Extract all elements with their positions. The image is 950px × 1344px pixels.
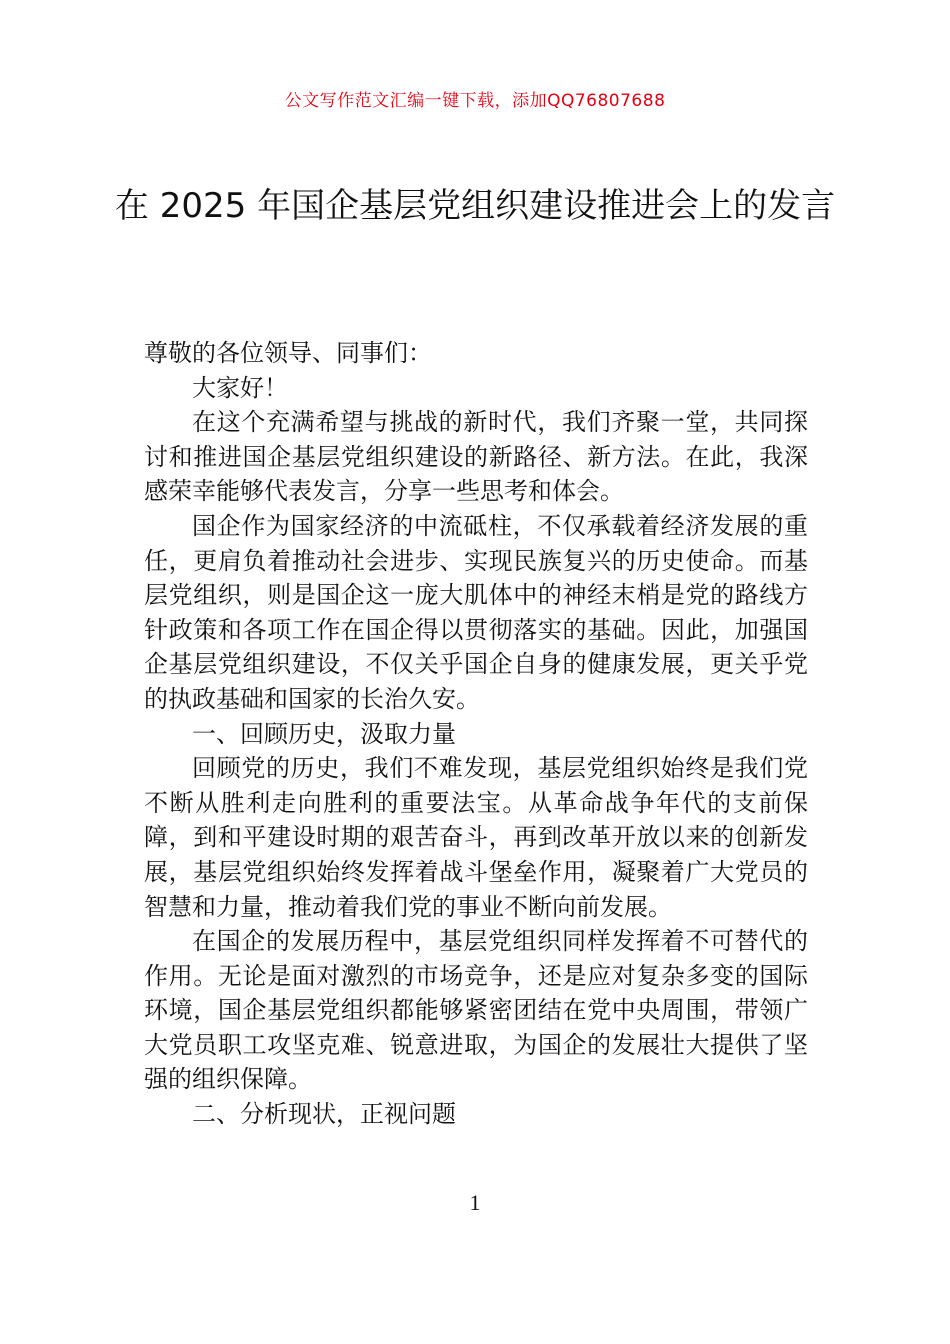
paragraph: 在这个充满希望与挑战的新时代，我们齐聚一堂，共同探讨和推进国企基层党组织建设的新路径、新方法。在此，我深感荣幸能够代表发言，分享一些思考和体会。	[144, 408, 808, 506]
greeting: 大家好！	[192, 373, 288, 402]
paragraph: 在国企的发展历程中，基层党组织同样发挥着不可替代的作用。无论是面对激烈的市场竞争，还是应对复杂多变的国际环境，国企基层党组织都能够紧密团结在党中央周围，带领广大党员职工攻坚克难、锐意进取，为国企的发展壮大提供了坚强的组织保障。	[144, 927, 808, 1094]
paragraph: 国企作为国家经济的中流砥柱，不仅承载着经济发展的重任，更肩负着推动社会进步、实现民族复兴的历史使命。而基层党组织，则是国企这一庞大肌体中的神经末梢是党的路线方针政策和各项工作在国企得以贯彻落实的基础。因此，加强国企基层党组织建设，不仅关乎国企自身的健康发展，更关乎党的执政基础和国家的长治久安。	[144, 511, 808, 713]
section-heading: 二、分析现状，正视问题	[192, 1100, 456, 1129]
download-note: 公文写作范文汇编一键下载，添加QQ76807688	[284, 91, 666, 111]
document-body	[144, 336, 808, 1132]
page-number: 1	[469, 1190, 481, 1215]
salutation: 尊敬的各位领导、同事们：	[144, 339, 432, 367]
paragraph: 回顾党的历史，我们不难发现，基层党组织始终是我们党不断从胜利走向胜利的重要法宝。从革命战争年代的支前保障，到和平建设时期的艰苦奋斗，再到改革开放以来的创新发展，基层党组织始终发挥着战斗堡垒作用，凝聚着广大党员的智慧和力量，推动着我们党的事业不断向前发展。	[144, 754, 808, 921]
document-title: 在 2025 年国企基层党组织建设推进会上的发言	[114, 186, 836, 226]
section-heading: 一、回顾历史，汲取力量	[192, 719, 456, 748]
